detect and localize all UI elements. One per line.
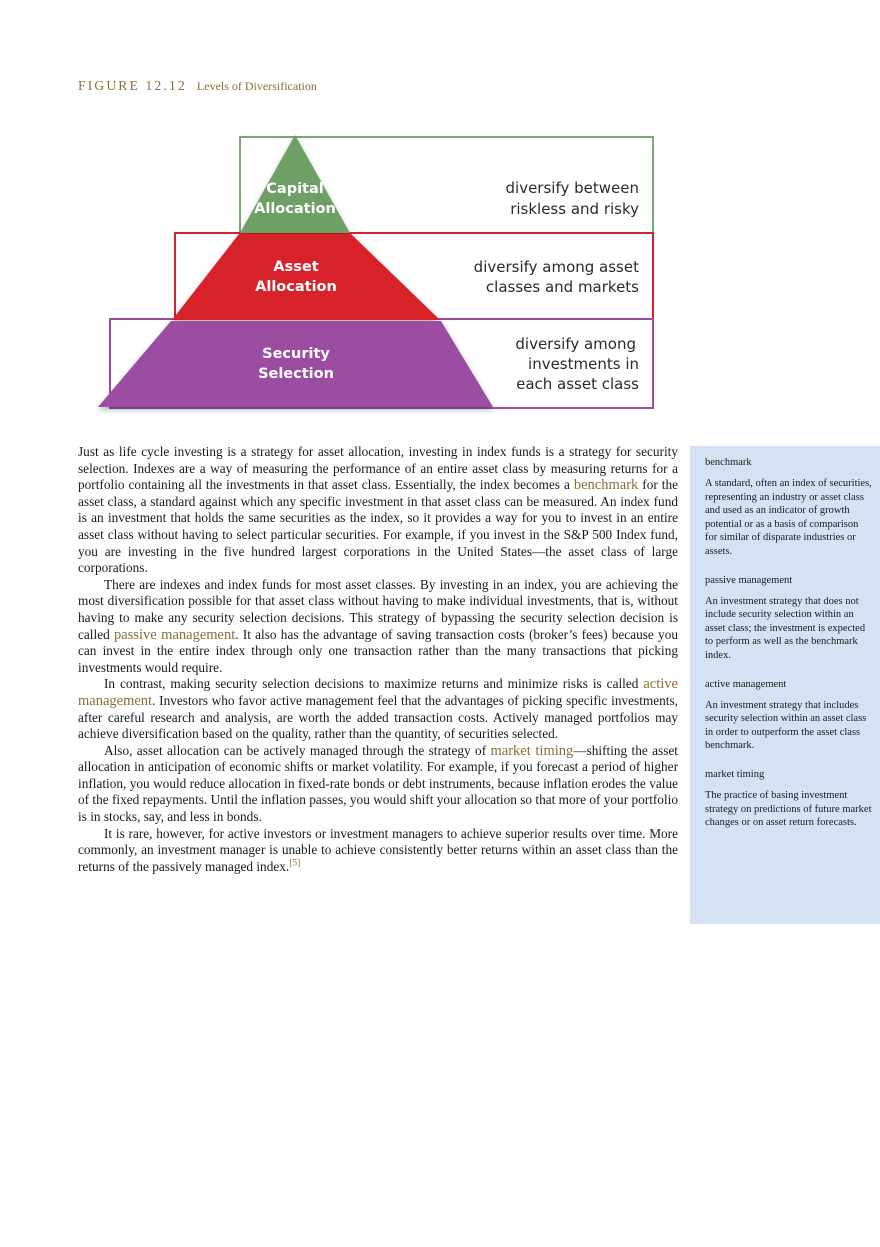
security-selection-desc-3: each asset class [516, 375, 639, 393]
footnote-link-5[interactable]: [5] [289, 858, 301, 869]
glossary-definition: An investment strategy that includes security selection within an asset class in order to outperform the asset class benchmark. [705, 699, 867, 752]
capital-allocation-label-1: Capital [266, 181, 324, 197]
glossary-term: passive management [705, 574, 793, 586]
security-selection-label-1: Security [262, 346, 330, 362]
capital-allocation-desc-1: diversify between [505, 179, 639, 197]
paragraph-4: Also, asset allocation can be actively managed through the strategy of market timing—shifting the asset allocation in anticipation of economic shifts or market volatility. For example, if you forecast a period of higher inflation, you would reduce allocation in fixed-rate bonds or debt instruments, because inflation erodes the value of the fixed repayments. Until the inflation passes, you would shift your allocation so that more of your portfolio is in stocks, say, and less in bonds. [78, 742, 678, 825]
glossary-term: active management [705, 678, 787, 690]
paragraph-5: It is rare, however, for active investors or investment managers to achieve superior results over time. More commonly, an investment manager is unable to achieve consistently better returns within an asset class than the returns of the passively managed index.[5] [78, 825, 678, 874]
main-body-text [78, 444, 678, 875]
glossary-entry-active-management [705, 678, 872, 753]
glossary-definition: A standard, often an index of securities, representing an industry or asset class and used as an indicator of growth potential or as a basis of comparison for similar of disparate industries or assets. [705, 478, 872, 557]
asset-allocation-label-1: Asset [273, 259, 319, 275]
capital-allocation-desc-2: riskless and risky [510, 200, 639, 218]
capital-allocation-label-2: Allocation [254, 201, 336, 217]
asset-allocation-label-2: Allocation [255, 279, 337, 295]
asset-allocation-desc-1: diversify among asset [473, 258, 639, 276]
glossary-term: benchmark [705, 457, 752, 468]
figure-label: FIGURE 12.12 [78, 78, 187, 93]
glossary-term: market timing [705, 768, 765, 780]
security-selection-label-2: Selection [258, 366, 334, 382]
term-link-market-timing[interactable]: market timing [490, 742, 574, 759]
glossary-entry-market-timing [705, 768, 872, 830]
term-link-passive-management[interactable]: passive management [113, 626, 236, 643]
glossary-entry-benchmark [705, 456, 872, 559]
glossary-definition: An investment strategy that does not include security selection within an asset class; the investment is expected to perform as well as the benchmark index. [705, 595, 866, 661]
figure-title: Levels of Diversification [196, 79, 317, 93]
asset-allocation-desc-2: classes and markets [485, 278, 639, 296]
security-selection-desc-1: diversify among [515, 335, 636, 353]
security-selection-desc-2: investments in [528, 355, 639, 373]
glossary-entry-passive-management [705, 574, 872, 663]
term-link-active-management[interactable]: active management [78, 676, 678, 709]
paragraph-3: In contrast, making security selection decisions to maximize returns and minimize risks is called active management. Investors who favor active management feel that the advantages of picking specific investments, after careful research and analysis, are worth the added transaction costs. Actively managed portfolios may achieve diversification based on the quality, rather than the quantity, of securities selected. [78, 676, 678, 742]
glossary-definition: The practice of basing investment strategy on predictions of future market changes or on asset return forecasts. [705, 789, 872, 829]
glossary-sidebar [690, 446, 880, 924]
diversification-pyramid-figure [0, 120, 880, 420]
term-link-benchmark[interactable]: benchmark [573, 477, 639, 494]
figure-caption [78, 77, 317, 95]
paragraph-1: Just as life cycle investing is a strategy for asset allocation, investing in index funds is a strategy for security selection. Indexes are a way of measuring the performance of an entire asset class by measuring returns for a portfolio containing all the investments in that asset class. Essentially, the index becomes a benchmark for the asset class, a standard against which any specific investment in that asset class can be measured. An index fund is an investment that holds the same securities as the index, so it provides a way for you to invest in an entire asset class without having to select particular securities. For example, if you invest in the S&P 500 Index fund, you are investing in the five hundred largest corporations in the United States—the asset class of large corporations. [78, 444, 679, 576]
paragraph-2: There are indexes and index funds for most asset classes. By investing in an index, you are achieving the most diversification possible for that asset class without having to make individual investments, that is, without having to make any security selection decisions. This strategy of bypassing the security selection decision is called passive management. It also has the advantage of saving transaction costs (broker’s fees) because you can invest in the entire index through only one transaction rather than the many transactions that picking investments would require. [78, 576, 678, 675]
